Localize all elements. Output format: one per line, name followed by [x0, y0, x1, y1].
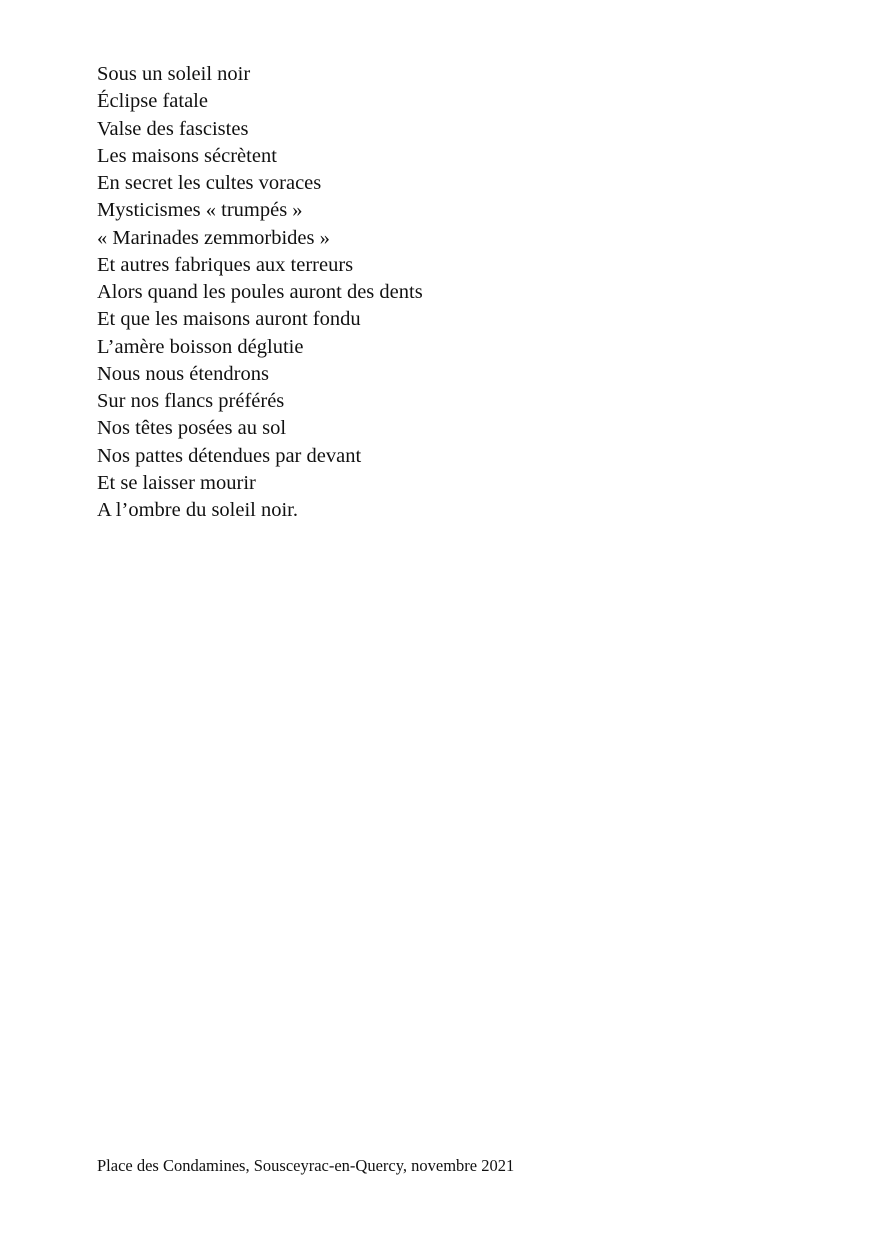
poem-line: Nous nous étendrons	[97, 362, 269, 385]
poem-line: Et que les maisons auront fondu	[97, 308, 361, 331]
poem-line: Nos pattes détendues par devant	[97, 444, 362, 467]
poem-line: Mysticismes « trumpés »	[97, 199, 303, 222]
poem-line: En secret les cultes voraces	[97, 172, 322, 194]
poem-line: A l’ombre du soleil noir.	[97, 499, 298, 521]
place-date-footer: Place des Condamines, Sousceyrac-en-Quercy, novembre 2021	[97, 1156, 515, 1175]
poem-line: Nos têtes posées au sol	[97, 417, 287, 440]
poem-line: Sous un soleil noir	[97, 63, 251, 85]
poem-line: « Marinades zemmorbides »	[97, 226, 330, 249]
poem-line: Alors quand les poules auront des dents	[97, 281, 423, 303]
poem-line: Éclipse fatale	[97, 90, 208, 113]
poem-line: Et autres fabriques aux terreurs	[97, 253, 354, 276]
poem-line: Les maisons sécrètent	[97, 144, 277, 167]
poem-line: L’amère boisson déglutie	[97, 335, 304, 358]
poem-line: Et se laisser mourir	[97, 471, 256, 494]
poem	[97, 61, 423, 524]
poem-line: Valse des fascistes	[97, 117, 249, 140]
poem-line: Sur nos flancs préférés	[97, 390, 285, 412]
